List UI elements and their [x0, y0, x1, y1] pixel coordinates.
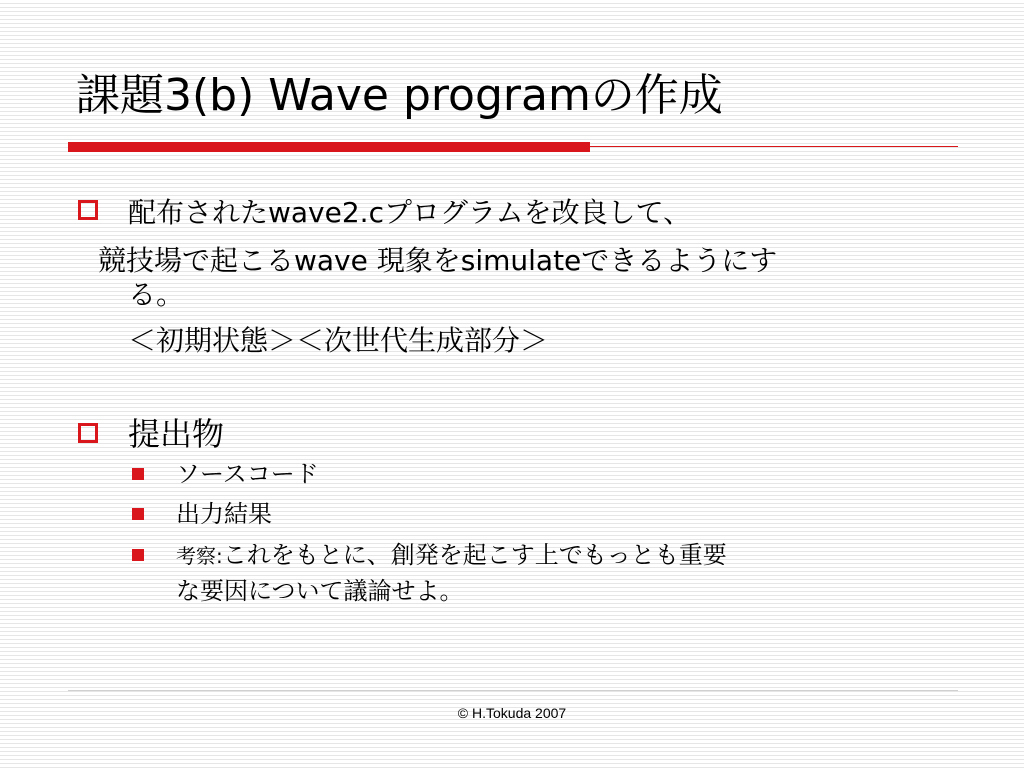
discussion-prefix: 考察: — [176, 544, 223, 568]
footer-divider — [68, 690, 958, 691]
bullet-1-line-4: ＜初期状態＞＜次世代生成部分＞ — [128, 324, 549, 357]
subitem-discussion-line-1 — [176, 540, 727, 571]
title-underline-thick — [68, 142, 590, 152]
bullet-1-line-3: る。 — [128, 278, 185, 311]
bullet-1-line-1: 配布されたwave2.cプログラムを改良して、 — [128, 196, 692, 229]
bullet-2-label: 提出物 — [128, 415, 225, 453]
subitem-source-code: ソースコード — [176, 460, 319, 488]
solid-square-bullet-icon — [132, 549, 144, 561]
solid-square-bullet-icon — [132, 468, 144, 480]
subitem-discussion-line-2: な要因について議論せよ。 — [176, 577, 464, 605]
hollow-square-bullet-icon — [78, 423, 98, 443]
bullet-1-line-2: 競技場で起こるwave 現象をsimulateできるようにす — [98, 244, 778, 277]
title-underline-thin — [590, 146, 958, 147]
footer-copyright: © H.Tokuda 2007 — [457, 705, 567, 721]
solid-square-bullet-icon — [132, 508, 144, 520]
slide-title: 課題3(b) Wave programの作成 — [76, 70, 723, 121]
subitem-output: 出力結果 — [176, 500, 272, 528]
hollow-square-bullet-icon — [78, 200, 98, 220]
discussion-text-1: これをもとに、創発を起こす上でもっとも重要 — [222, 541, 727, 569]
